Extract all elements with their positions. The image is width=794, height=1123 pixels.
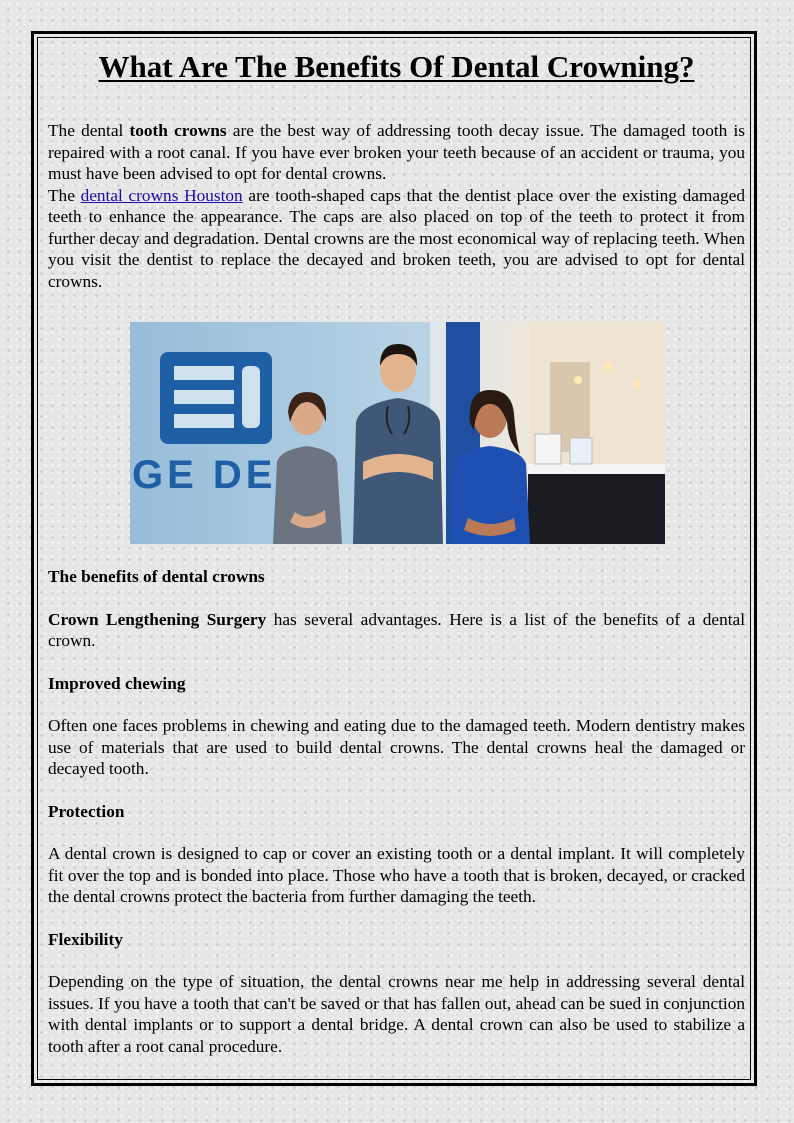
intro-text-rest: are the best way of addressing tooth decay issue. The damaged tooth is repaired with a root canal. If you have ever broken your teeth because of an accident or trauma, you must have been advised to opt for dental crowns. xyxy=(48,121,746,183)
intro2-text-start: The xyxy=(48,185,81,205)
intro2-text-rest: are tooth-shaped caps that the dentist place over the existing damaged teeth to enhance the appearance. The caps are also placed on top of the teeth to protect it from further decay and degradation. Dental crowns are the most economical way of replacing teeth. When you visit the dentist to replace the decayed and broken teeth, you are advised to opt for dental crowns. xyxy=(48,185,745,291)
benefits-heading: The benefits of dental crowns xyxy=(48,567,265,586)
benefits-lead-paragraph xyxy=(48,609,745,652)
flexibility-text: Depending on the type of situation, the dental crowns near me help in addressing several dental issues. If you have a tooth that can't be saved or that has fallen out, ahead can be sued in conjunction with dental implants or to support a dental bridge. A dental crown can also be used to stabilize a tooth after a root canal procedure. xyxy=(48,972,745,1056)
crown-lengthening-bold: Crown Lengthening Surgery xyxy=(48,609,267,629)
benefits-lead-text: has several advantages. Here is a list of the benefits of a dental crown. xyxy=(48,609,745,650)
tooth-crowns-bold: tooth crowns xyxy=(129,121,227,140)
intro-text-start: The dental xyxy=(48,121,130,140)
document-body xyxy=(48,46,745,1057)
intro-paragraph-1 xyxy=(48,120,745,185)
improved-chewing-text: Often one faces problems in chewing and eating due to the damaged teeth. Modern dentistry makes use of materials that are used to build dental crowns. The dental crowns heal the damaged or decayed tooth. xyxy=(48,716,745,778)
protection-heading: Protection xyxy=(48,801,125,821)
improved-chewing-heading: Improved chewing xyxy=(48,673,186,693)
dental-team-illustration xyxy=(130,322,665,544)
flexibility-heading: Flexibility xyxy=(48,929,123,949)
intro-paragraph-2 xyxy=(48,185,745,293)
dental-crowns-houston-link[interactable]: dental crowns Houston xyxy=(80,185,243,205)
protection-text: A dental crown is designed to cap or cover an existing tooth or a dental implant. It will completely fit over the top and is bonded into place. Those who have a tooth that is broken, decayed, or cracked the dental crowns protect the bacteria from further damaging the teeth. xyxy=(48,844,745,906)
clinic-sign-text: GE DE xyxy=(132,453,277,497)
dental-team-photo xyxy=(130,322,665,544)
page-title: What Are The Benefits Of Dental Crowning? xyxy=(98,49,695,84)
